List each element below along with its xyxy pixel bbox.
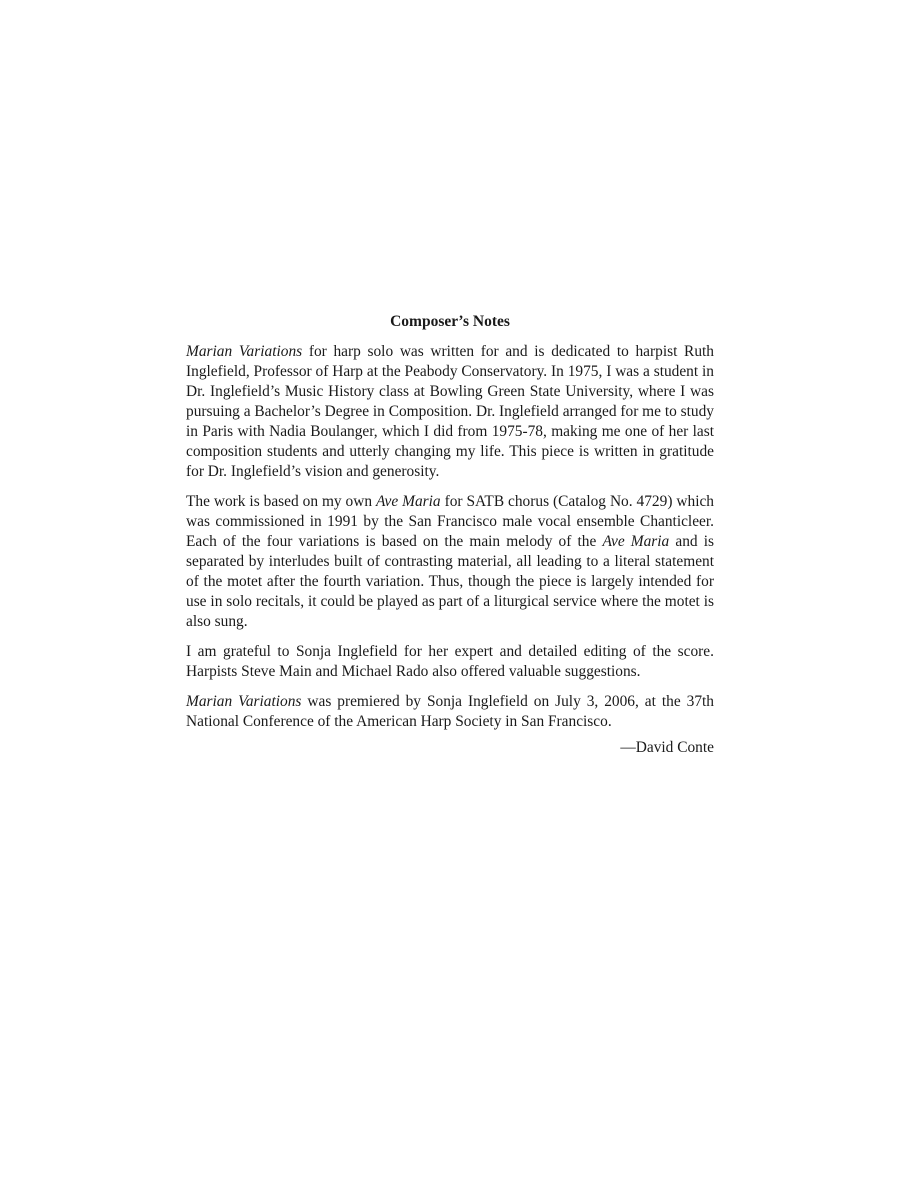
paragraph-text: for SATB chorus (Catalog No. 4729) which was commissioned in 1991 by the San Francisco male vocal ensemble Chanticleer. Each of the four variations is based on the main melody of the [186, 493, 714, 550]
paragraph-dedication [186, 342, 714, 482]
paragraph-text: and is separated by interludes built of contrasting material, all leading to a literal statement of the motet after the fourth variation. Thus, though the piece is largely intended for use in solo recitals, it could be played as part of a liturgical service where the motet is also sung. [186, 533, 715, 630]
work-title: Marian Variations [186, 693, 302, 710]
paragraph-text: was premiered by Sonja Inglefield on July 3, 2006, at the 37th National Conference of the American Harp Society in San Francisco. [186, 693, 714, 730]
work-title: Ave Maria [376, 493, 441, 510]
composers-notes [186, 312, 714, 758]
paragraph-text: The work is based on my own [186, 493, 376, 510]
paragraph-text: I am grateful to Sonja Inglefield for her expert and detailed editing of the score. Harpists Steve Main and Michael Rado also offered valuable suggestions. [186, 643, 714, 680]
paragraph-premiere [186, 692, 714, 732]
work-title: Ave Maria [602, 533, 670, 550]
paragraph-background [186, 492, 714, 632]
paragraph-text: for harp solo was written for and is dedicated to harpist Ruth Inglefield, Professor of Harp at the Peabody Conservatory. In 1975, I was a student in Dr. Inglefield’s Music History class at Bowling Green State University, where I was pursuing a Bachelor’s Degree in Composition. Dr. Inglefield arranged for me to study in Paris with Nadia Boulanger, which I did from 1975-78, making me one of her last composition students and utterly changing my life. This piece is written in gratitude for Dr. Inglefield’s vision and generosity. [186, 343, 715, 480]
page-title: Composer’s Notes [390, 313, 510, 330]
work-title: Marian Variations [186, 343, 303, 360]
paragraph-acknowledgements [186, 642, 714, 682]
signature: —David Conte [620, 739, 714, 756]
